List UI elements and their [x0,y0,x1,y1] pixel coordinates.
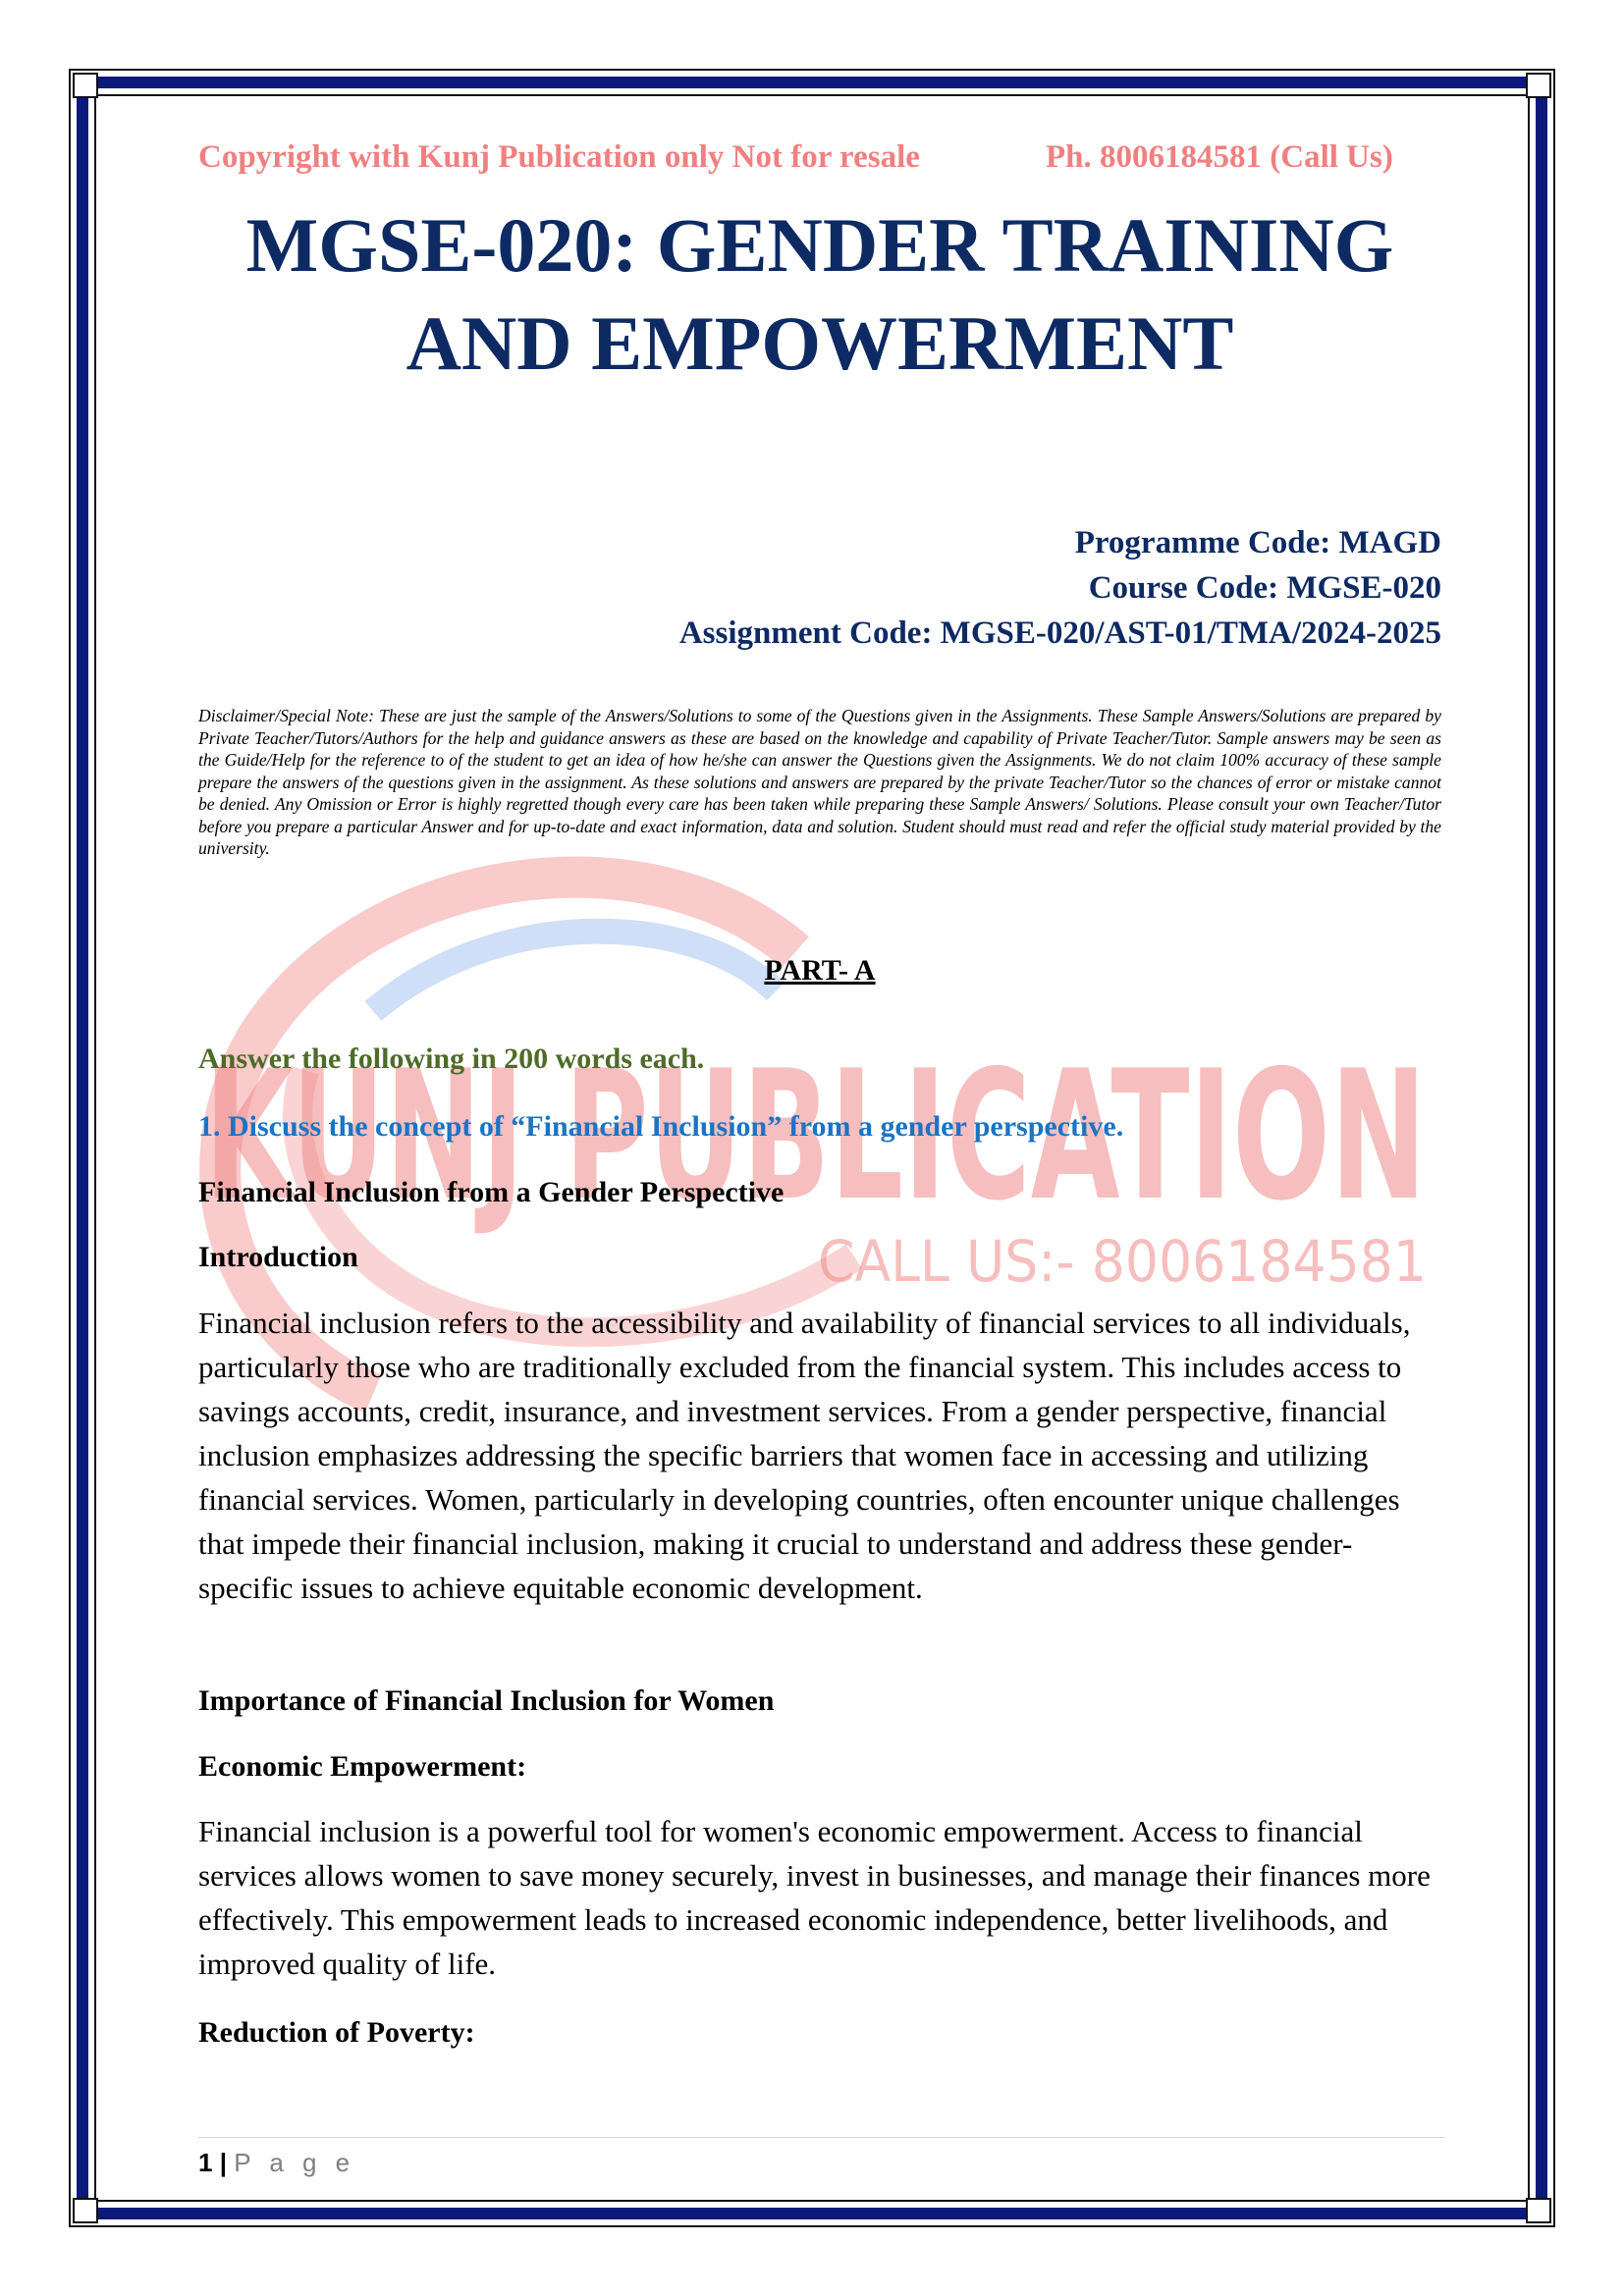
intro-heading: Introduction [198,1241,358,1273]
page-number: 1 [198,2148,213,2177]
assignment-code: Assignment Code: MGSE-020/AST-01/TMA/2024-2025 [678,615,1441,651]
title-line-2: AND EMPOWERMENT [406,300,1234,386]
econ-heading: Economic Empowerment: [198,1750,527,1783]
page-label: P a g e [234,2148,356,2177]
watermark-brand: KUNJ PUBLICATION [204,1032,1427,1240]
disclaimer: Disclaimer/Special Note: These are just the sample of the Answers/Solutions to some of the Questions given in the Assignments. These Sample Answers/Solutions are prepared by Private Teacher/Tutors/Authors for the help and guidance answers as these are based on the knowledge and capability of Private Teacher/Tutor. Sample answers may be seen as the Guide/Help for the reference to of the student to get an idea of how he/she can answer the Questions given the Assignments. We do not claim 100% accuracy of these sample prepare the answers of the questions given in the assignment. As these solutions and answers are prepared by the private Teacher/Tutor so the chances of error or mistake cannot be denied. Any Omission or Error is highly regretted though every care has been taken while preparing these Sample Answers/ Solutions. Please consult your own Teacher/Tutor before you prepare a particular Answer and for up-to-date and exact information, data and solution. Student should must read and refer the official study material provided by the university. [198,706,1441,858]
title-line-1: MGSE-020: GENDER TRAINING [245,202,1394,288]
section-title: Financial Inclusion from a Gender Perspective [198,1176,785,1208]
question-1: 1. Discuss the concept of “Financial Inclusion” from a gender perspective. [198,1110,1124,1143]
copyright-line [198,139,1441,176]
document-title [198,196,1441,393]
phone-text: Ph. 8006184581 (Call Us) [1046,139,1393,175]
econ-paragraph: Financial inclusion is a powerful tool for women's economic empowerment. Access to financial services allows women to save money securely, invest in businesses, and manage their finances more effectively. This empowerment leads to increased economic independence, better livelihoods, and improved quality of life. [198,1814,1431,1981]
programme-code: Programme Code: MAGD [1074,525,1441,561]
border-corner-br [1526,2198,1551,2223]
codes-block [679,520,1441,656]
border-corner-tl [73,73,98,98]
poverty-heading: Reduction of Poverty: [198,2016,475,2049]
footer-separator: | [219,2148,227,2177]
footer-divider [198,2137,1445,2138]
instruction: Answer the following in 200 words each. [198,1042,705,1075]
page-footer [198,2148,355,2178]
intro-paragraph: Financial inclusion refers to the accessibility and availability of financial services to all individuals, particularly those who are traditionally excluded from the financial system. This includes access to savings accounts, credit, insurance, and investment services. From a gender perspective, financial inclusion emphasizes addressing the specific barriers that women face in accessing and utilizing financial services. Women, particularly in developing countries, often encounter unique challenges that impede their financial inclusion, making it crucial to understand and address these gender-specific issues to achieve equitable economic development. [198,1306,1411,1605]
copyright-text: Copyright with Kunj Publication only Not for resale [198,139,920,175]
watermark-call: CALL US:- 8006184581 [818,1228,1427,1295]
part-heading: PART- A [764,954,876,987]
border-corner-bl [73,2198,98,2223]
course-code: Course Code: MGSE-020 [1088,570,1441,606]
importance-heading: Importance of Financial Inclusion for Women [198,1684,775,1717]
border-corner-tr [1526,73,1551,98]
